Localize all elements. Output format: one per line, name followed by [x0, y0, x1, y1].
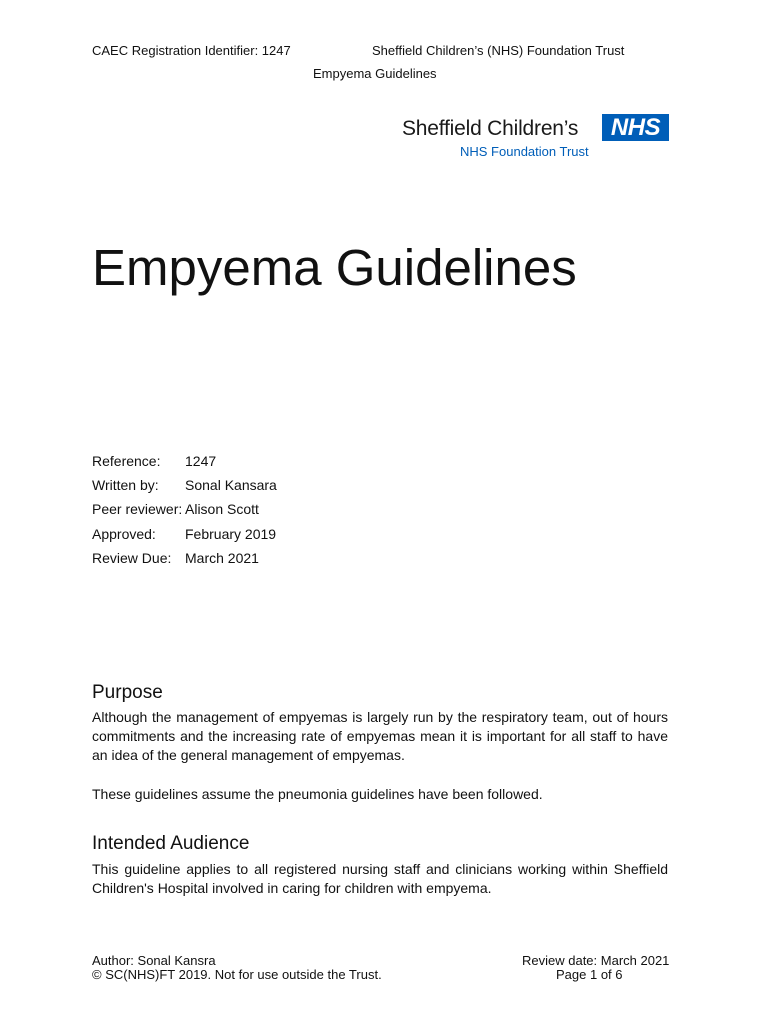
- purpose-heading: Purpose: [92, 682, 163, 703]
- meta-value: Alison Scott: [185, 501, 259, 517]
- audience-paragraph: This guideline applies to all registered nursing staff and clinicians working within Sheffield Children's Hospital involved in caring for children with empyema.: [92, 861, 668, 896]
- meta-value: 1247: [185, 453, 217, 469]
- footer-review-date: Review date: March 2021: [522, 953, 670, 968]
- footer-page-number: Page 1 of 6: [556, 967, 623, 982]
- meta-label: Review Due:: [92, 550, 172, 566]
- document-title: Empyema Guidelines: [92, 239, 577, 296]
- meta-value: Sonal Kansara: [185, 477, 277, 493]
- header-document-subtitle: Empyema Guidelines: [313, 66, 437, 81]
- meta-value: February 2019: [185, 526, 277, 542]
- purpose-note: These guidelines assume the pneumonia guidelines have been followed.: [92, 786, 543, 802]
- meta-label: Approved:: [92, 526, 156, 542]
- audience-heading: Intended Audience: [92, 833, 250, 854]
- meta-label: Reference:: [92, 453, 161, 469]
- logo-foundation-trust: NHS Foundation Trust: [460, 144, 589, 159]
- header-registration-id: CAEC Registration Identifier: 1247: [92, 43, 291, 58]
- logo-trust-name: Sheffield Children’s: [402, 117, 579, 140]
- footer-copyright: © SC(NHS)FT 2019. Not for use outside the Trust.: [92, 967, 382, 982]
- purpose-paragraph: Although the management of empyemas is largely run by the respiratory team, out of hours commitments and the increasing rate of empyemas mean it is important for all staff to have an idea of the general management of empyemas.: [92, 709, 668, 763]
- header-trust-name: Sheffield Children’s (NHS) Foundation Trust: [372, 43, 625, 58]
- meta-label: Peer reviewer:: [92, 501, 183, 517]
- footer-author: Author: Sonal Kansra: [92, 953, 216, 968]
- nhs-logo-box: NHS: [602, 114, 669, 141]
- meta-label: Written by:: [92, 477, 159, 493]
- meta-value: March 2021: [185, 550, 259, 566]
